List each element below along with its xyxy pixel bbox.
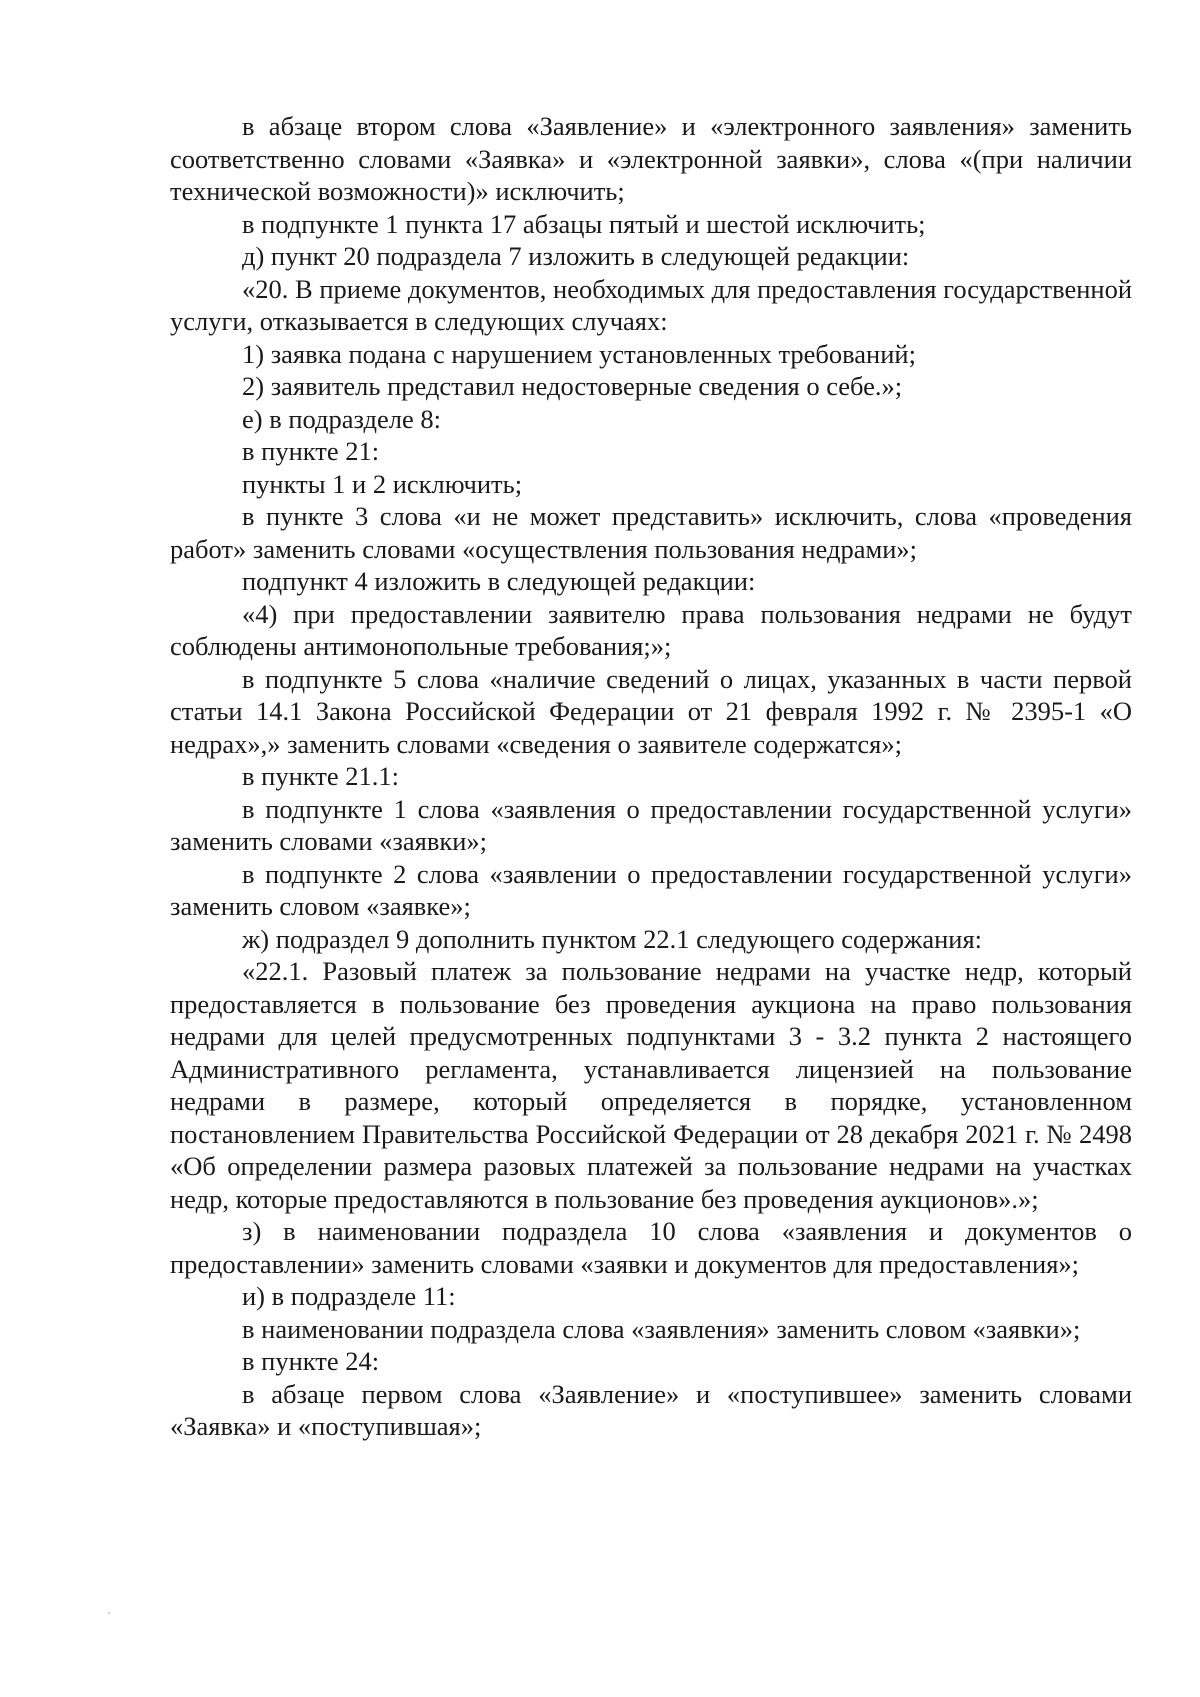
paragraph: з) в наименовании подраздела 10 слова «заявления и документов о предоставлении» заменить словами «заявки и документов для предоставления»; bbox=[170, 1216, 1132, 1279]
paragraph: в абзаце втором слова «Заявление» и «электронного заявления» заменить соответственно словами «Заявка» и «электронной заявки», слова «(при наличии технической возможности)» исключить; bbox=[170, 111, 1132, 206]
paragraph: в подпункте 1 пункта 17 абзацы пятый и шестой исключить; bbox=[242, 208, 926, 239]
paragraph: «4) при предоставлении заявителю права пользования недрами не будут соблюдены антимонопольные требования;»; bbox=[170, 598, 1132, 661]
paragraph: в подпункте 5 слова «наличие сведений о лицах, указанных в части первой статьи 14.1 Закона Российской Федерации от 21 февраля 1992 г. № 2395-1 «О недрах»,» заменить словами «сведения о заявителе содержатся»; bbox=[170, 663, 1132, 759]
paragraph: в пункте 24: bbox=[242, 1346, 380, 1376]
paragraph: пункты 1 и 2 исключить; bbox=[242, 468, 523, 499]
paragraph: в пункте 21: bbox=[242, 436, 380, 466]
paragraph: и) в подразделе 11: bbox=[242, 1281, 456, 1311]
paragraph: 2) заявитель представил недостоверные сведения о себе.»; bbox=[242, 371, 903, 401]
paragraph: в подпункте 1 слова «заявления о предоставлении государственной услуги» заменить словами «заявки»; bbox=[170, 793, 1132, 856]
scan-speck bbox=[108, 1612, 110, 1614]
paragraph: д) пункт 20 подраздела 7 изложить в следующей редакции: bbox=[242, 241, 910, 271]
paragraph: в подпункте 2 слова «заявлении о предоставлении государственной услуги» заменить словом «заявке»; bbox=[170, 858, 1132, 921]
document-body bbox=[170, 110, 1132, 1443]
paragraph: подпункт 4 изложить в следующей редакции: bbox=[242, 566, 756, 596]
paragraph: в абзаце первом слова «Заявление» и «поступившее» заменить словами «Заявка» и «поступившая»; bbox=[170, 1378, 1132, 1441]
paragraph: 1) заявка подана с нарушением установленных требований; bbox=[242, 338, 916, 369]
paragraph: ж) подраздел 9 дополнить пунктом 22.1 следующего содержания: bbox=[242, 923, 982, 954]
paragraph: в пункте 21.1: bbox=[242, 761, 399, 791]
paragraph: в наименовании подраздела слова «заявления» заменить словом «заявки»; bbox=[242, 1313, 1081, 1344]
paragraph: е) в подразделе 8: bbox=[242, 403, 441, 434]
paragraph: «20. В приеме документов, необходимых для предоставления государственной услуги, отказывается в следующих случаях: bbox=[170, 273, 1132, 336]
paragraph: «22.1. Разовый платеж за пользование недрами на участке недр, который предоставляется в пользование без проведения аукциона на право пользования недрами для целей предусмотренных подпунктами 3 - 3.2 пункта 2 настоящего Административного регламента, устанавливается лицензией на пользование недрами в размере, который определяется в порядке, установленном постановлением Правительства Российской Федерации от 28 декабря 2021 г. № 2498 «Об определении размера разовых платежей за пользование недрами на участках недр, которые предоставляются в пользование без проведения аукционов».»; bbox=[170, 956, 1132, 1214]
paragraph: в пункте 3 слова «и не может представить» исключить, слова «проведения работ» заменить словами «осуществления пользования недрами»; bbox=[170, 501, 1132, 564]
